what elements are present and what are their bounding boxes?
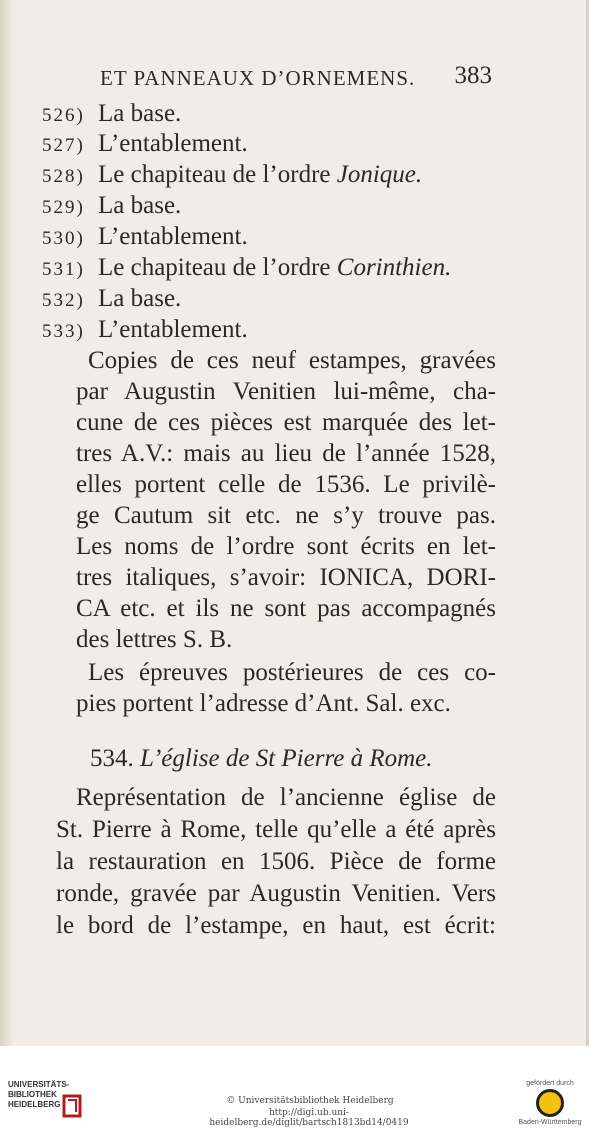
para1-line-2: par Augustin Venitien lui-même, cha- xyxy=(76,378,496,405)
para1-line-7: Les noms de l’ordre sont écrits en let- xyxy=(76,533,496,560)
para3-line-3: la restauration en 1506. Pièce de forme xyxy=(56,848,496,875)
item-530: 530) L’entablement. xyxy=(42,223,248,250)
item-531: 531) Le chapiteau de l’ordre Corinthien. xyxy=(42,254,452,281)
library-seal-icon xyxy=(60,1092,84,1120)
item-529: 529) La base. xyxy=(42,192,182,219)
library-logo[interactable]: UNIVERSITÄTS- BIBLIOTHEK HEIDELBERG xyxy=(8,1080,70,1109)
para1-line-6: ge Cautum sit etc. ne s’y trouve pas. xyxy=(76,502,496,529)
digital-object-url[interactable]: http://digi.ub.uni-heidelberg.de/diglit/bartsch1813bd14/0419 xyxy=(209,1108,409,1128)
copyright-text: © Universitätsbibliothek Heidelberg xyxy=(226,1096,394,1106)
item-527: 527) L’entablement. xyxy=(42,130,248,157)
funder-logo[interactable]: gefördert durch Baden-Württemberg xyxy=(518,1080,582,1126)
para3-line-1: Représentation de l’ancienne église de xyxy=(76,784,496,811)
para3-line-4: ronde, gravée par Augustin Venitien. Vers xyxy=(56,880,496,907)
para1-line-10: des lettres S. B. xyxy=(76,626,233,653)
item-528: 528) Le chapiteau de l’ordre Jonique. xyxy=(42,161,423,188)
para1-line-9: CA etc. et ils ne sont pas accompagnés xyxy=(76,595,496,622)
para3-line-2: St. Pierre à Rome, telle qu’elle a été après xyxy=(56,816,496,843)
funder-emblem-icon xyxy=(536,1089,564,1117)
para1-line-3: cune de ces pièces est marquée des let- xyxy=(76,409,496,436)
para1-line-5: elles portent celle de 1536. Le privilè- xyxy=(76,471,496,498)
running-title: ET PANNEAUX D’ORNEMENS. xyxy=(100,66,416,90)
page-number: 383 xyxy=(454,62,492,89)
item-526: 526) La base. xyxy=(42,100,182,127)
para1-line-1: Copies de ces neuf estampes, gravées xyxy=(88,347,496,374)
running-header xyxy=(100,62,492,96)
item-533: 533) L’entablement. xyxy=(42,316,248,343)
item-532: 532) La base. xyxy=(42,285,182,312)
entry-number: 534. xyxy=(90,745,134,772)
para2-line-1: Les épreuves postérieures de ces co- xyxy=(88,659,496,686)
para3-line-5: le bord de l’estampe, en haut, est écrit: xyxy=(56,912,496,939)
para1-line-4: tres A.V.: mais au lieu de l’année 1528, xyxy=(76,440,496,467)
entry-title: L’église de St Pierre à Rome. xyxy=(140,745,433,772)
para1-line-8: tres italiques, s’avoir: IONICA, DORI- xyxy=(76,564,496,591)
para2-line-2: pies portent l’adresse d’Ant. Sal. exc. xyxy=(76,690,451,717)
entry-534-heading xyxy=(90,745,433,773)
